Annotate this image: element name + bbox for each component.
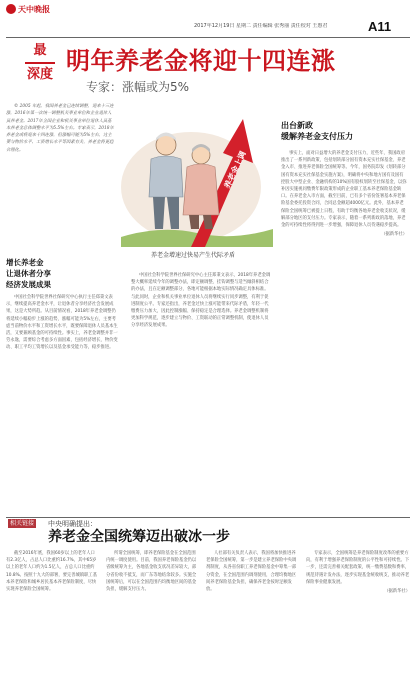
elderly-couple-illustration (121, 97, 273, 247)
section-divider-line (6, 517, 410, 518)
page-number: A11 (368, 19, 392, 34)
article-text-middle: 中国社会科学院世界社保研究中心主任郑秉文表示，2018年养老金调整大概率延续今年的调整办法，即定额调整、挂钩调整与适当倾斜相结合的办法，且在定额调整部分，各地可能根据本地实际情况确定具体标准。与此同时，企业和机关事业单位退休人员将继续实行同步调整，有利于促进制度公平。专家还指出，养老金过快上涨可能带来代际矛盾，年轻一代缴费压力加大，因此控制涨幅、保持稳定是合理选择。养老金调整机制将更加科学规范，逐步建立与物价、工资联动的正常调整机制，使退休人员分享经济发展成果。 (131, 273, 271, 329)
section-divider (25, 62, 55, 64)
related-link-tag: 相关链接 (10, 520, 35, 527)
illustration-caption: 养老金增速过快易产生代际矛盾 (151, 252, 236, 259)
bottom-column-2 (106, 550, 198, 672)
article-column-middle (131, 272, 271, 517)
lead-paragraph (6, 103, 115, 218)
side-title-line2: 缓解养老金支付压力 (281, 132, 353, 141)
left-subheading-line2: 让退休者分享 (6, 269, 51, 278)
article-text-left: 中国社会科学院世界社保研究中心执行主任郑秉文表示，继续提高养老金水平，让退休者分享经济社会发展成果，这是大势所趋。从目前情况看，2018年养老金调整仍将延续小幅稳步上涨的趋势，涨幅可能为5%左右，主要考虑当前物价水平和工资增长水平，既要保障退休人员基本生活，又要兼顾基金的可持续性。事实上，养老金调整并非一劳永逸，需要综合考虑多方面因素，包括经济增长、物价变动、职工平均工资增长以及基金承受能力等，稳步推进。 (6, 295, 118, 351)
page-subheadline: 专家：涨幅或为5% (86, 80, 190, 94)
bottom-column-2-text: 所谓全国统筹，即养老保险基金在全国范围内统一调度使用。目前，我国养老保险基金仍以省级统筹为主，各地基金收支状况差异较大，部分省份收不抵支，而广东等地结余较多。实施全国统筹后，可以在全国范围内均衡地区间的基金负担，缓解支付压力。 (106, 551, 197, 593)
header-divider (6, 37, 410, 38)
bottom-article-byline: （据新华社） (384, 589, 410, 595)
article-column-left (6, 294, 118, 522)
side-article-byline: （据新华社） (381, 232, 407, 238)
section-badge (23, 43, 57, 103)
section-label-bottom: 深度 (26, 67, 53, 82)
bottom-column-4-text: 专家表示，全国统筹是养老保险制度改革的重要方向，有利于增强养老保险制度的公平性和可持续性。下一步，还需完善相关配套政策，统一缴费基数和费率，规范待遇计发办法，逐步实现基金统收统支，推动养老保险事业健康发展。 (306, 551, 410, 585)
bottom-column-4 (306, 550, 410, 672)
lead-text: © 2005 年起，我国养老金已连续调整，迎来十三连涨，2016年第一次统一调整机关事业单位和企业退休人员养老金。2017年全国企业和机关事业单位退休人员基本养老金总体调整水平为5.5%左右。专家表示，2018年养老金或将迎来十四连涨，但涨幅可能为5%左右，这主要与物价水平、工资增长水平等因素有关，养老金将更趋合理化。 (6, 104, 114, 153)
side-article-title (281, 120, 407, 142)
bottom-column-1 (6, 550, 98, 672)
side-article-text: 事实上，面对日益增大的养老金支付压力，近些年，我国政府推出了一系列新政策，包括划转部分国有资本充实社保基金、养老金入市、推进养老保险全国统筹等。今年，国务院印发《划转部分国有资本充实社保基金实施方案》，明确将中央和地方国有及国有控股大中型企业、金融机构的10%国有股权划转至社保基金，以弥补因实施视同缴费年限政策形成的企业职工基本养老保险基金缺口。在养老金入市方面，截至目前，已有多个省份签署基本养老保险基金委托投资合同，合同总金额超4000亿元。此外，基本养老保险全国统筹已被提上日程，有助于均衡各地养老金收支状况，缓解部分地区的支付压力。专家表示，随着一系列新政的落地，养老金的可持续性将得到进一步增强，保障退休人员待遇稳步提高。 (281, 151, 407, 229)
masthead (6, 4, 68, 14)
arrow-label: 养老金上调 (222, 149, 248, 190)
masthead-title: 天中晚报 (18, 4, 50, 14)
woman-body (183, 164, 219, 215)
left-subheading-line3: 经济发展成果 (6, 280, 51, 289)
bottom-column-1-text: 截至2016年底，我国60岁以上的老年人口有2.3亿人，占总人口比重约16.7%，其中65岁以上的老年人口约为1.5亿人，占总人口比重约10.8%。按照十九大的部署，要完善城镇职工基本养老保险和城乡居民基本养老保险制度，尽快实现养老保险全国统筹。 (6, 551, 97, 593)
side-title-line1: 出台新政 (281, 121, 313, 130)
left-subheading-line1: 增长养老金 (6, 258, 44, 267)
man-body (149, 156, 183, 197)
bottom-column-3-text: 人社部有关负责人表示，我国将加快推进养老保险全国统筹，第一步是建立养老保险中央调剂制度，从各省份职工养老保险基金中筹集一部分资金，在全国范围内调剂使用，合理均衡地区间养老保险基金负担，确保养老金按时足额发放。 (206, 551, 297, 593)
section-label-top: 最 (33, 43, 47, 58)
masthead-logo-icon (6, 4, 16, 14)
side-article-body (281, 150, 407, 510)
left-subheading (6, 257, 118, 290)
bottom-article-headline: 养老金全国统筹迈出破冰一步 (48, 529, 230, 545)
bottom-column-3 (206, 550, 298, 672)
dateline: 2017年12月19日 星期二 责任编辑 张秀丽 责任校对 王惠君 (194, 23, 328, 29)
man-leg-left (153, 197, 165, 229)
bottom-article-kicker: 中央明确提出： (48, 520, 97, 528)
page-headline: 明年养老金将迎十四连涨 (66, 47, 336, 75)
